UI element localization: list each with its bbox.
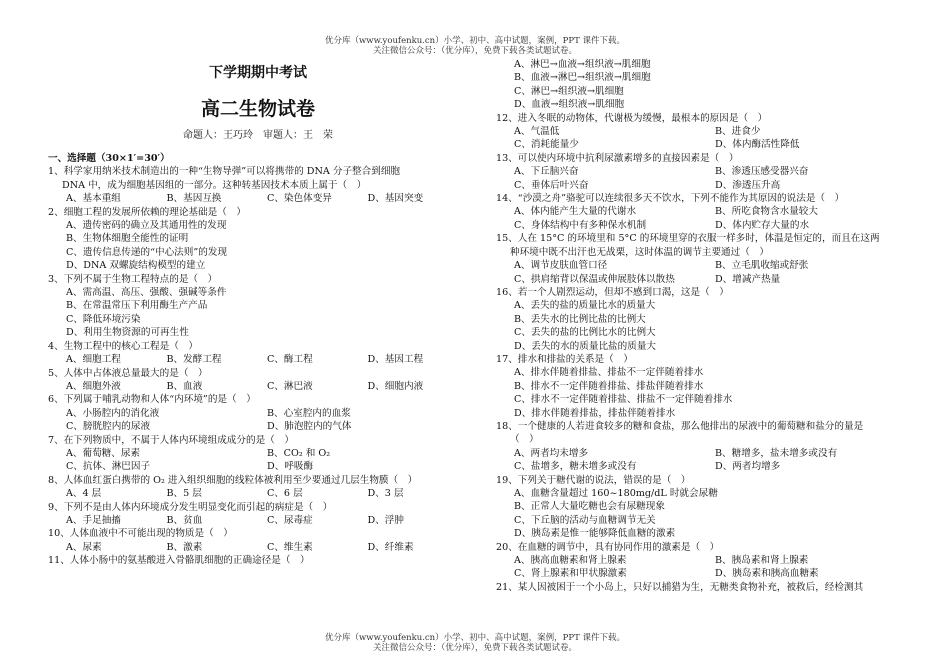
answer-option: D、基因突变 (367, 193, 424, 205)
answer-option: C、淋巴→组织液→肌细胞 (514, 85, 624, 97)
question-stem: 21、某人因被困于一个小岛上，只好以捕猎为生，无糖类食物补充，被救后，经检测其 (496, 581, 864, 593)
answer-option: B、CO₂ 和 O₂ (267, 447, 331, 459)
answer-option: C、下丘脑的活动与血糖调节无关 (514, 514, 656, 526)
question-stem: 3、下列不属于生物工程特点的是（ ） (48, 273, 218, 285)
answer-option: A、4 层 (66, 488, 102, 500)
answer-option: B、5 层 (166, 488, 202, 500)
answer-options (48, 541, 468, 554)
answer-option: C、降低环境污染 (66, 313, 141, 325)
answer-option: B、进食少 (715, 126, 761, 138)
answer-option: B、立毛肌收缩或舒张 (715, 260, 809, 272)
question-stem: 14、“沙漠之舟”骆驼可以连续很多天不饮水，下列不能作为其原因的说法是（ ） (496, 193, 845, 205)
question (48, 434, 468, 474)
answer-option: C、淋巴液 (267, 380, 313, 392)
answer-option: C、抗体、淋巴因子 (66, 461, 151, 473)
answer-option: D、基因工程 (367, 354, 424, 366)
answer-option: D、排水伴随着排盐，排盐伴随着排水 (514, 407, 676, 419)
answer-option: B、正常人大量吃糖也会有尿糖现象 (514, 501, 665, 513)
answer-option: D、体内贮存大量的水 (715, 219, 810, 231)
question-stem-continued: DNA 中，成为细胞基因组的一部分。这种转基因技术本质上属于（ ） (62, 179, 367, 191)
footer-line-2: 关注微信公众号：（优分库），免费下载各类试题试卷。 (372, 643, 577, 653)
question (48, 340, 468, 367)
question-stem: 10、人体血液中不可能出现的物质是（ ） (48, 528, 233, 540)
answer-option: A、小肠腔内的消化液 (66, 407, 160, 419)
section-heading: 一、选择题（30×1′=30′） (48, 153, 170, 164)
exam-title: 下学期期中考试 (209, 65, 307, 81)
answer-option: D、增减产热量 (715, 273, 781, 285)
answer-option: A、需高温、高压、强酸、强碱等条件 (66, 287, 227, 299)
question-stem: 6、下列属于哺乳动物和人体“内环境”的是（ ） (48, 394, 256, 406)
answer-option: A、细胞外液 (66, 380, 121, 392)
answer-options (48, 407, 468, 434)
answer-option: D、浮肿 (367, 514, 404, 526)
question-stem: 1、科学家用纳米技术制造出的一种“生物导弹”可以将携带的 DNA 分子整合到细胞 (48, 166, 401, 178)
answer-option: D、利用生物资源的可再生性 (66, 327, 189, 339)
answer-option: A、体内能产生大量的代谢水 (514, 206, 637, 218)
answer-option: C、丢失的盐的比例比水的比例大 (514, 327, 656, 339)
answer-option: D、丢失的水的质量比盐的质量大 (514, 340, 657, 352)
question-stem: 13、可以使内环境中抗利尿激素增多的直接因素是（ ） (496, 152, 739, 164)
question-stem: 20、在血糖的调节中，具有协同作用的激素是（ ） (496, 541, 720, 553)
answer-options (48, 487, 468, 500)
answer-option: D、两者均增多 (715, 461, 781, 473)
answer-option: C、酶工程 (267, 354, 313, 366)
right-column (496, 58, 916, 594)
answer-option: C、遗传信息传递的“中心法则”的发现 (66, 246, 228, 258)
answer-option: B、排水不一定伴随着排盐、排盐伴随着排水 (514, 380, 704, 392)
question (496, 474, 916, 541)
answer-option: A、两者均未增多 (514, 447, 589, 459)
authors-line: 命题人：王巧玲 审题人：王 荣 (183, 130, 333, 141)
question (496, 286, 916, 353)
answer-option: A、遗传密码的确立及其通用性的发现 (66, 220, 227, 232)
answer-options (496, 125, 916, 152)
question-stem: 12、进入冬眠的动物体，代谢极为缓慢，最根本的原因是（ ） (496, 112, 768, 124)
question-stem: 7、在下列物质中，不属于人体内环境组成成分的是（ ） (48, 434, 294, 446)
answer-option: D、DNA 双螺旋结构模型的建立 (66, 260, 206, 272)
answer-options (48, 353, 468, 366)
page-header (0, 36, 950, 56)
answer-options (496, 447, 916, 474)
answer-option: D、肺泡腔内的气体 (267, 421, 352, 433)
answer-option: C、维生素 (267, 541, 313, 553)
answer-option: C、消耗能量少 (514, 139, 579, 151)
answer-option: D、渗透压升高 (715, 179, 781, 191)
answer-option: B、丢失水的比例比盐的比例大 (514, 313, 646, 325)
footer-line-1: 优分库（www.youfenku.cn）小学、初中、高中试题，案例，PPT 课件下载。 (325, 633, 625, 643)
question (496, 581, 916, 594)
question-stem: 11、人体小肠中的氨基酸进入骨骼肌细胞的正确途径是（ ） (48, 555, 310, 567)
answer-options (496, 299, 916, 353)
answer-option: D、胰岛素和胰高血糖素 (715, 568, 819, 580)
answer-option: D、体内酶活性降低 (715, 139, 800, 151)
question (496, 192, 916, 232)
answer-options (48, 380, 468, 393)
page-footer (0, 633, 950, 653)
answer-option: C、膀胱腔内的尿液 (66, 421, 151, 433)
question (48, 367, 468, 394)
answer-option: A、下丘脑兴奋 (514, 166, 579, 178)
answer-option: D、血液→组织液→肌细胞 (514, 99, 625, 111)
question (48, 501, 468, 528)
answer-option: C、肾上腺素和甲状腺激素 (514, 568, 627, 580)
header-line-1: 优分库（www.youfenku.cn）小学、初中、高中试题，案例，PPT 课件下载。 (325, 36, 625, 46)
answer-option: D、呼吸酶 (267, 461, 314, 473)
answer-option: B、生物体细胞全能性的证明 (66, 233, 189, 245)
question-stem: 19、下列关于糖代谢的说法，错误的是（ ） (496, 474, 691, 486)
answer-option: C、身体结构中有多种保水机制 (514, 219, 647, 231)
answer-options (48, 514, 468, 527)
question (496, 353, 916, 420)
answer-option: C、6 层 (267, 488, 303, 500)
question-stem: 18、一个健康的人若进食较多的糖和食盐，那么他排出的尿液中的葡萄糖和盐分的量是 (496, 420, 864, 432)
answer-option: B、在常温常压下利用酶生产产品 (66, 300, 208, 312)
question-stem-continued: 种环境中既不出汗也无战栗，这时体温的调节主要通过（ ） (510, 246, 770, 258)
answer-option: C、盐增多，糖未增多或没有 (514, 461, 637, 473)
left-question-list (48, 165, 468, 567)
question (48, 393, 468, 433)
answer-option: D、3 层 (367, 488, 404, 500)
question-stem: 2、细胞工程的发展所依赖的理论基础是（ ） (48, 206, 246, 218)
question-stem: 17、排水和排盐的关系是（ ） (496, 353, 633, 365)
question (48, 527, 468, 554)
answer-options (496, 205, 916, 232)
answer-option: A、手足抽搐 (66, 514, 121, 526)
answer-option: A、淋巴→血液→组织液→肌细胞 (514, 59, 651, 70)
subject-title: 高二生物试卷 (200, 98, 315, 120)
question (496, 232, 916, 286)
question (496, 152, 916, 192)
answer-options (496, 259, 916, 286)
left-column (48, 58, 468, 568)
right-question-list (496, 112, 916, 595)
answer-option: A、丢失的盐的质量比水的质量大 (514, 300, 656, 312)
answer-option: B、发酵工程 (166, 354, 222, 366)
answer-option: C、排水不一定伴随着排盐、排盐不一定伴随着排水 (514, 394, 733, 406)
question (496, 541, 916, 581)
answer-option: D、胰岛素是惟一能够降低血糖的激素 (514, 528, 676, 540)
answer-option: B、心室腔内的血浆 (267, 407, 351, 419)
answer-options (496, 366, 916, 420)
question-stem: 4、生物工程中的核心工程是（ ） (48, 340, 199, 352)
question (48, 165, 468, 205)
answer-option: A、排水伴随着排盐、排盐不一定伴随着排水 (514, 367, 704, 379)
question-stem: 8、人体血红蛋白携带的 O₂ 进入组织细胞的线粒体被利用至少要通过几层生物膜（ ） (48, 474, 418, 486)
answer-option: A、血糖含量超过 160~180mg/dL 时就会尿糖 (514, 488, 718, 499)
answer-options (48, 219, 468, 273)
answer-option: A、胰高血糖素和肾上腺素 (514, 555, 627, 567)
answer-option: A、基本重组 (66, 193, 121, 205)
answer-option: C、染色体变异 (267, 193, 332, 205)
question-stem: 9、下列不是由人体内环境成分发生明显变化而引起的病症是（ ） (48, 501, 333, 513)
question-stem: 16、若一个人剧烈运动，但却不感到口渴，这是（ ） (496, 286, 729, 298)
answer-option: B、所吃食物含水量较大 (715, 206, 818, 218)
answer-option: D、细胞内液 (367, 380, 424, 392)
q11-options (496, 58, 916, 112)
answer-option: B、激素 (166, 541, 203, 553)
answer-option: B、渗透压感受器兴奋 (715, 166, 809, 178)
answer-option: A、尿素 (66, 541, 102, 553)
answer-option: C、拱肩缩背以保温或伸展肢体以散热 (514, 273, 675, 285)
answer-option: B、胰岛素和肾上腺素 (715, 555, 809, 567)
question-stem: 5、人体中占体液总量最大的是（ ） (48, 367, 208, 379)
header-line-2: 关注微信公众号：（优分库），免费下载各类试题试卷。 (372, 46, 577, 56)
answer-options (496, 165, 916, 192)
question (48, 273, 468, 340)
answer-options (48, 286, 468, 340)
answer-options (496, 58, 916, 112)
answer-option: B、血液→淋巴→组织液→肌细胞 (514, 72, 651, 84)
answer-option: B、血液 (166, 380, 203, 392)
answer-option: B、糖增多，盐未增多或没有 (715, 447, 838, 459)
question (496, 112, 916, 152)
answer-option: D、纤维素 (367, 541, 414, 553)
question (496, 420, 916, 474)
answer-options (496, 554, 916, 581)
answer-option: B、贫血 (166, 514, 203, 526)
question (48, 474, 468, 501)
question-stem-continued: （ ） (510, 434, 539, 446)
answer-option: A、调节皮肤血管口径 (514, 260, 608, 272)
answer-options (48, 447, 468, 474)
answer-option: B、基因互换 (166, 193, 222, 205)
answer-option: C、垂体后叶兴奋 (514, 179, 589, 191)
answer-option: A、细胞工程 (66, 354, 121, 366)
question (48, 554, 468, 567)
question-stem: 15、人在 15°C 的环境里和 5°C 的环境里穿的衣服一样多时，体温是恒定的，而且在这两 (496, 233, 880, 245)
answer-option: C、尿毒症 (267, 514, 313, 526)
answer-options (48, 192, 468, 205)
answer-option: A、气温低 (514, 126, 560, 138)
answer-option: A、葡萄糖、尿素 (66, 447, 141, 459)
question (48, 206, 468, 273)
answer-options (496, 487, 916, 541)
